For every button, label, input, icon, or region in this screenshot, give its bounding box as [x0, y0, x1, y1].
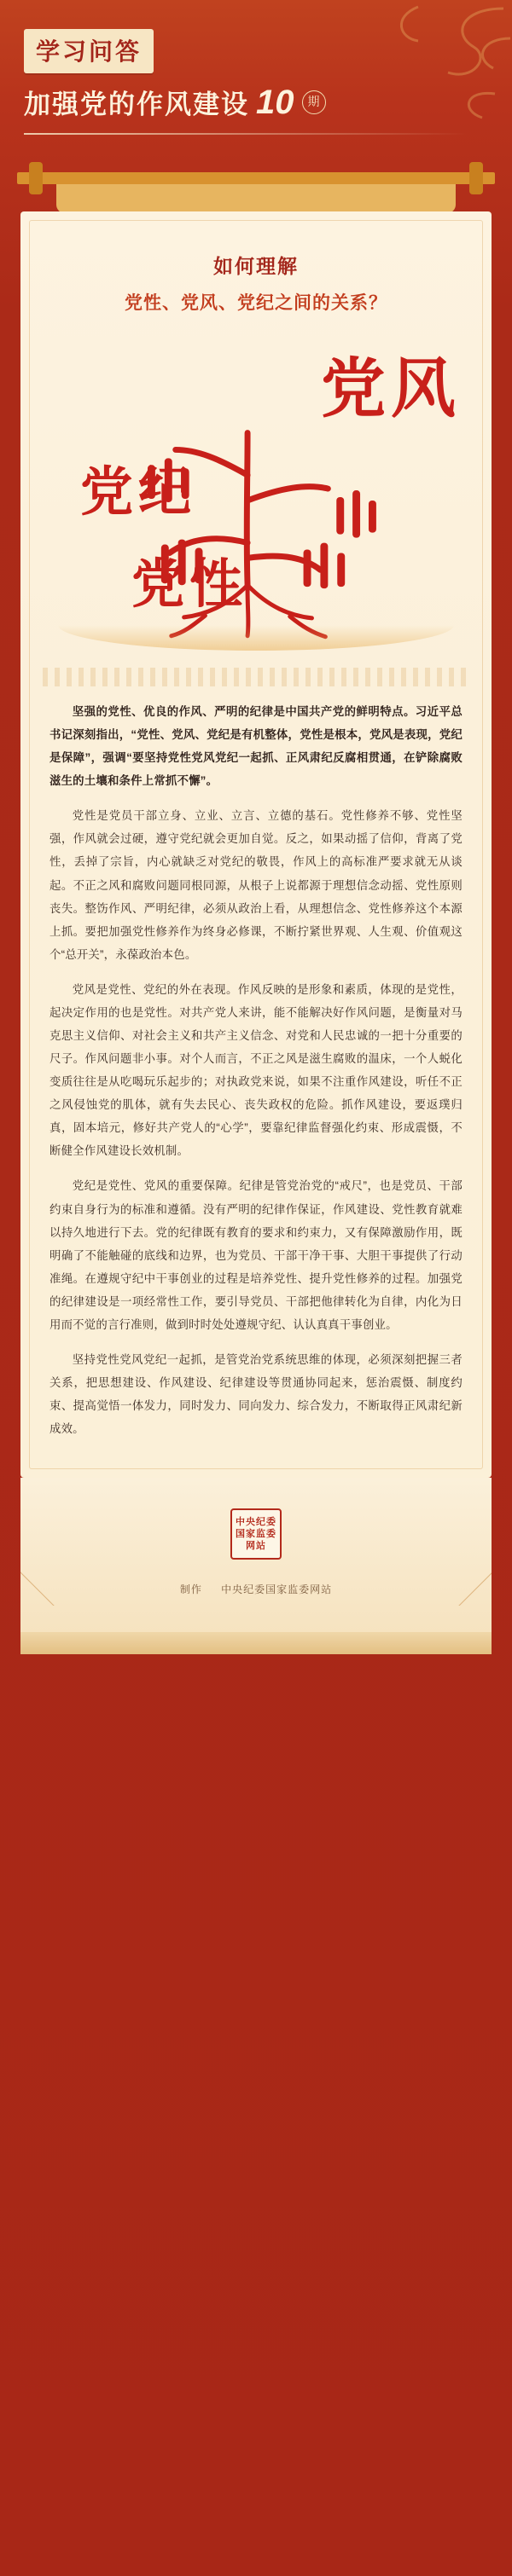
organization-emblem	[230, 1508, 282, 1560]
credit-line	[20, 1582, 492, 1596]
artwork-word-dangji: 党纪	[80, 463, 197, 522]
artwork-illustration	[36, 330, 476, 663]
credit-label: 制作	[179, 1583, 202, 1596]
article-paragraph: 党性是党员干部立身、立业、立言、立德的基石。党性修养不够、党性坚强，作风就会过硬，遵守党纪就会更加自觉。反之，如果动摇了信仰，背离了党性，丢掉了宗旨，内心就缺乏对党纪的敬畏，作风上的高标准严要求就无从谈起。不正之风和腐败问题同根同源，从根子上说都源于理想信念动摇、党性原则丧失。整饬作风、严明纪律，必须从政治上看，从理想信念、党性修养这个本源上抓。要把加强党性修养作为终身必修课，不断拧紧世界观、人生观、价值观这个“总开关”，永葆政治本色。	[49, 809, 463, 961]
artwork-word-dangxing: 党性	[131, 555, 248, 614]
credit-value: 中央纪委国家监委网站	[221, 1583, 333, 1596]
frame-bar-lower	[56, 184, 456, 213]
page-bottom-space	[0, 1654, 512, 1678]
frame-knob-right	[469, 162, 483, 194]
article-paragraph: 党纪是党性、党风的重要保障。纪律是管党治党的“戒尺”，也是党员、干部约束自身行为的标准和遵循。没有严明的纪律作保证，作风建设、党性教育就难以持久地进行下去。党的纪律既有教育的要求和约束力，又有保障激励作用，既明确了不能触碰的底线和边界，也为党员、干部干净干事、大胆干事提供了行动准绳。在遵规守纪中干事创业的过程是培养党性、提升党性修养的过程。加强党的纪律建设是一项经常性工作，要引导党员、干部把他律转化为自律，内化为日用而不觉的言行准则，做到时时处处遵规守纪、认认真真干事创业。	[49, 1179, 463, 1331]
article-body	[20, 686, 492, 1440]
question-line-2: 党性、党风、党纪之间的关系？	[125, 293, 387, 313]
section-divider	[43, 668, 469, 686]
poster-footer	[20, 1478, 492, 1632]
issue-unit-label: 期	[302, 90, 326, 114]
emblem-line-3: 网站	[246, 1541, 266, 1552]
poster-subtitle: 加强党的作风建设	[24, 90, 249, 119]
ornamental-frame-top	[17, 157, 495, 217]
series-title-badge: 学习问答	[24, 29, 154, 73]
artwork-word-dangfeng: 党风	[321, 353, 461, 425]
subtitle-row	[24, 84, 512, 121]
header-divider	[24, 133, 468, 135]
poster-header	[0, 0, 512, 135]
article-paragraph: 坚持党性党风党纪一起抓，是管党治党系统思维的体现，必须深刻把握三者关系，把思想建设、作风建设、纪律建设等贯通协同起来，惩治震慑、制度约束、提高觉悟一体发力，同时发力、同向发力、综合发力，不断取得正风肃纪新成效。	[49, 1353, 463, 1436]
emblem-line-1: 中央纪委	[236, 1516, 276, 1527]
question-heading	[20, 211, 492, 315]
frame-knob-left	[29, 162, 43, 194]
footer-bottom-bar	[20, 1632, 492, 1654]
issue-number: 10	[256, 84, 294, 121]
article-paragraph: 坚强的党性、优良的作风、严明的纪律是中国共产党的鲜明特点。习近平总书记深刻指出，“党性、党风、党纪是有机整体，党性是根本，党风是表现，党纪是保障”，强调“要坚持党性党风党纪一起抓、正风肃纪反腐相贯通，在铲除腐败滋生的土壤和条件上常抓不懈”。	[49, 705, 463, 788]
content-card	[20, 211, 492, 1478]
question-line-1: 如何理解	[213, 255, 299, 277]
frame-bar-upper	[17, 172, 495, 184]
article-paragraph: 党风是党性、党纪的外在表现。作风反映的是形象和素质，体现的是党性，起决定作用的也是党性。对共产党人来讲，能不能解决好作风问题，是衡量对马克思主义信仰、对社会主义和共产主义信念、对党和人民忠诚的一把十分重要的尺子。作风问题非小事。对个人而言，不正之风是滋生腐败的温床，一个人蜕化变质往往是从吃喝玩乐起步的；对执政党来说，如果不注重作风建设，听任不正之风侵蚀党的肌体，就有失去民心、丧失政权的危险。抓作风建设，要返璞归真，固本培元，修好共产党人的“心学”，要靠纪律监督强化约束、形成震慑，不断健全作风建设长效机制。	[49, 982, 463, 1158]
emblem-line-2: 国家监委	[236, 1529, 276, 1540]
